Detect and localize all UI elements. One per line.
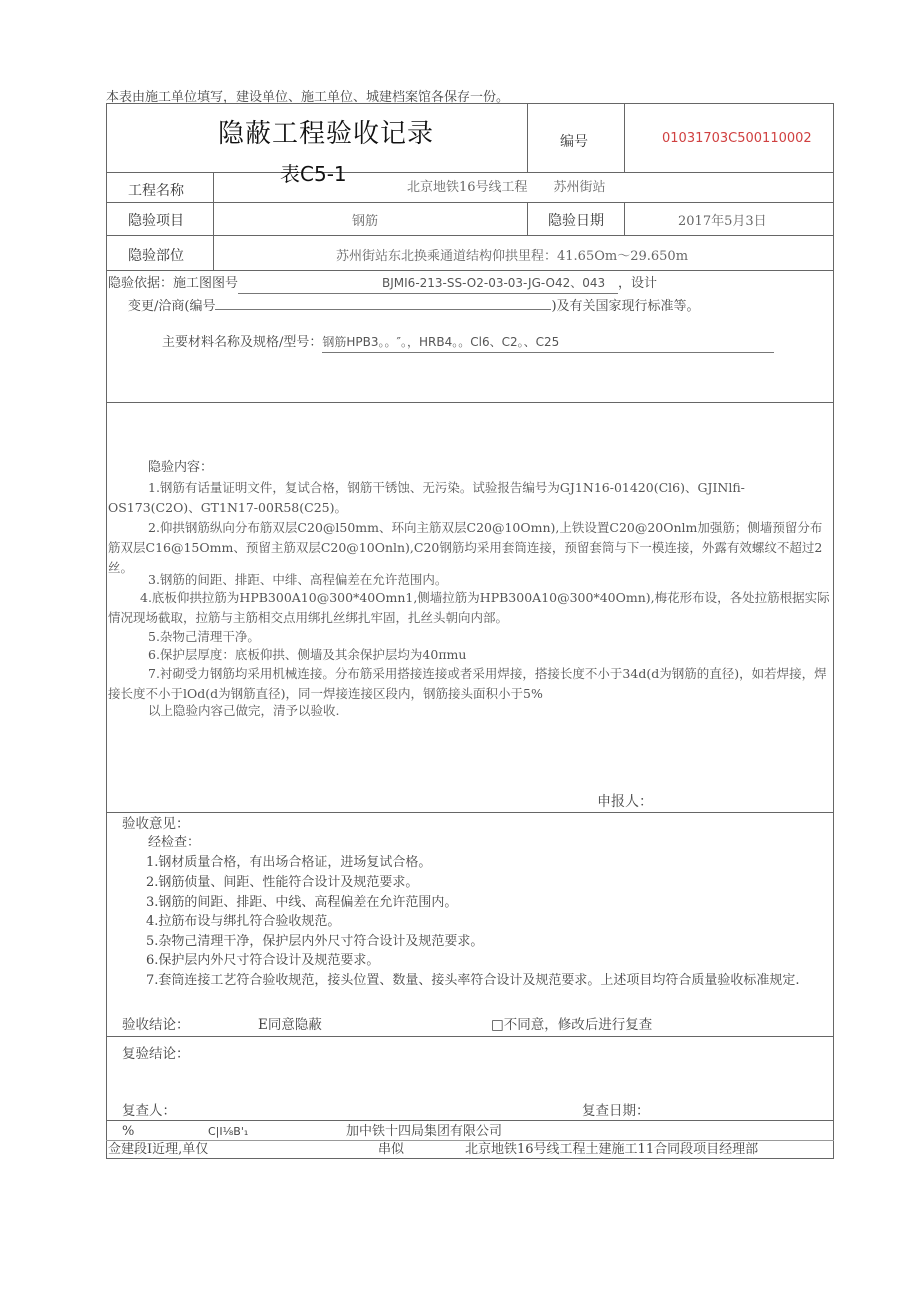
basis-suffix: ，设计 xyxy=(618,276,658,291)
row-divider xyxy=(106,202,834,203)
col-divider xyxy=(527,202,528,235)
form-title-overflow: 表C5-1 xyxy=(280,162,347,186)
unit-label: 串似 xyxy=(378,1142,405,1157)
date-value: 2017年5月3日 xyxy=(678,214,767,229)
row-divider xyxy=(106,1120,834,1121)
col-divider xyxy=(624,202,625,235)
content-item-3: 3.钢筋的间距、排距、中绯、高程偏差在允许范围内。 xyxy=(148,572,448,587)
row-divider xyxy=(106,270,834,271)
col-divider xyxy=(624,103,625,172)
change-number-blank xyxy=(215,295,551,310)
project-department: 北京地铁16号线工程土建施工11合同段项目经理部 xyxy=(465,1142,759,1157)
content-item-8: 以上隐验内容己做完，清予以验收. xyxy=(148,703,340,718)
opinion-item-7: 7.套筒连接工艺符合验收规范，接头位置、数量、接头率符合设计及规范要求。上述项目均符合质量验收标准规定. xyxy=(146,973,800,988)
location-value: 苏州街站东北换乘通道结构仰拱里程：41.65Om～29.650m xyxy=(336,249,689,264)
footer-bottom-line xyxy=(106,1158,804,1159)
disagree-option[interactable]: □不同意，修改后进行复查 xyxy=(491,1017,653,1033)
content-item-1: 1.钢筋有话量证明文件，复试合格，钢筋干锈蚀、无污染。试验报告编号为GJ1N16-01420(Cl6)、GJINlfi-OS173(C2O)、GT1N17-00R58(C25)。 xyxy=(108,480,745,515)
form-title: 隐蔽工程验收记录 xyxy=(218,119,435,149)
opinion-item-3: 3.钢筋的间距、排距、中线、高程偏差在允许范围内。 xyxy=(146,895,458,910)
footer-scribble: C|I⅛B'₁ xyxy=(208,1125,249,1138)
basis-prefix: 隐验依据：施工图图号 xyxy=(108,276,239,291)
footer-mark: % xyxy=(122,1124,135,1139)
code-label: 编号 xyxy=(560,134,588,150)
row-divider xyxy=(106,402,834,403)
project-value: 北京地铁16号线工程 苏州街站 xyxy=(407,180,606,195)
opinion-item-6: 6.保护层内外尺寸符合设计及规范要求。 xyxy=(146,953,380,968)
change-prefix: 变更/洽商(编号 xyxy=(128,299,216,314)
row-divider xyxy=(106,172,834,173)
content-item-5: 5.杂物己清理干净。 xyxy=(148,629,260,644)
date-label: 隐验日期 xyxy=(548,213,604,229)
recheck-conclusion-label: 复验结论： xyxy=(122,1046,190,1062)
applicant-label: 申报人： xyxy=(597,794,653,810)
basis-line-2 xyxy=(128,295,700,317)
row-divider xyxy=(106,812,834,813)
item-value: 钢筋 xyxy=(352,214,379,229)
location-label: 隐验部位 xyxy=(128,248,184,264)
opinion-item-1: 1.钢材质量合格，有出场合格证，进场复试合格。 xyxy=(146,855,432,870)
conclusion-label: 验收结论： xyxy=(122,1017,190,1033)
row-divider xyxy=(106,235,834,236)
row-divider xyxy=(106,1036,834,1037)
opinion-item-4: 4.拉筋布设与绑扎符合验收规范。 xyxy=(146,914,341,929)
code-value: 01031703C500110002 xyxy=(662,131,812,146)
materials-line xyxy=(162,332,774,353)
supervisor-label: 佥建段I近理,单仅 xyxy=(108,1142,209,1157)
opinion-sub: 经检查： xyxy=(148,835,201,850)
project-label: 工程名称 xyxy=(128,183,184,199)
drawing-number: BJMI6-213-SS-O2-03-03-JG-O42、043 xyxy=(238,273,618,294)
opinion-heading: 验收意见： xyxy=(122,816,190,832)
change-suffix: )及有关国家现行标准等。 xyxy=(551,299,700,314)
materials-label: 主要材料名称及规格/型号： xyxy=(162,335,323,350)
basis-line-1 xyxy=(108,273,657,294)
content-heading: 隐验内容： xyxy=(148,460,214,475)
agree-option[interactable]: E同意隐蔽 xyxy=(258,1017,322,1033)
col-divider xyxy=(527,103,528,172)
content-item-6: 6.保护层厚度：底板仰拱、侧墙及其余保护层均为40πmu xyxy=(148,647,467,662)
contractor-name: 加中铁十四局集团有限公司 xyxy=(346,1124,503,1139)
content-item-2: 2.仰拱钢筋纵向分布筋双层C20@l50mm、环向主筋双层C20@10Omn),上铁设置C20@20Onlm加强筋；侧墙预留分布筋双层C16@15Omm、预留主筋双层C20@10Onln),C20钢筋均采用套筒连接，预留套筒与下一模连接，外露有效螺纹不超过2丝。 xyxy=(108,520,823,575)
item-label: 隐验项目 xyxy=(128,213,184,229)
materials-value: 钢筋HPB3。。″。，HRB4。。Cl6、C2。、C25 xyxy=(322,332,774,353)
opinion-item-2: 2.钢筋侦量、间距、性能符合设计及规范要求。 xyxy=(146,875,419,890)
content-item-7: 7.衬砌受力钢筋均采用机械连接。分布筋采用搭接连接或者采用焊接，搭接长度不小于34d(d为钢筋的直径)，如若焊接，焊接长度不小于lOd(d为钢筋直径)，同一焊接连接区段内，钢筋接头面积小于5% xyxy=(108,666,827,701)
form-note: 本表由施工单位填写，建设单位、施工单位、城建档案馆各保存一份。 xyxy=(106,90,510,105)
recheck-date-label: 复查日期： xyxy=(582,1103,650,1119)
checker-label: 复查人： xyxy=(122,1103,176,1119)
col-divider xyxy=(213,172,214,270)
content-item-4: 4.底板仰拱拉筋为HPB300A10@300*40Omn1,侧墙拉筋为HPB300A10@300*40Omn),梅花形布设，各处拉筋根据实际情况现场截取，拉筋与主筋相交点用绑扎丝绑扎牢固，扎丝头朝向内部。 xyxy=(108,590,830,625)
opinion-item-5: 5.杂物己清理干净，保护层内外尺寸符合设计及规范要求。 xyxy=(146,934,484,949)
